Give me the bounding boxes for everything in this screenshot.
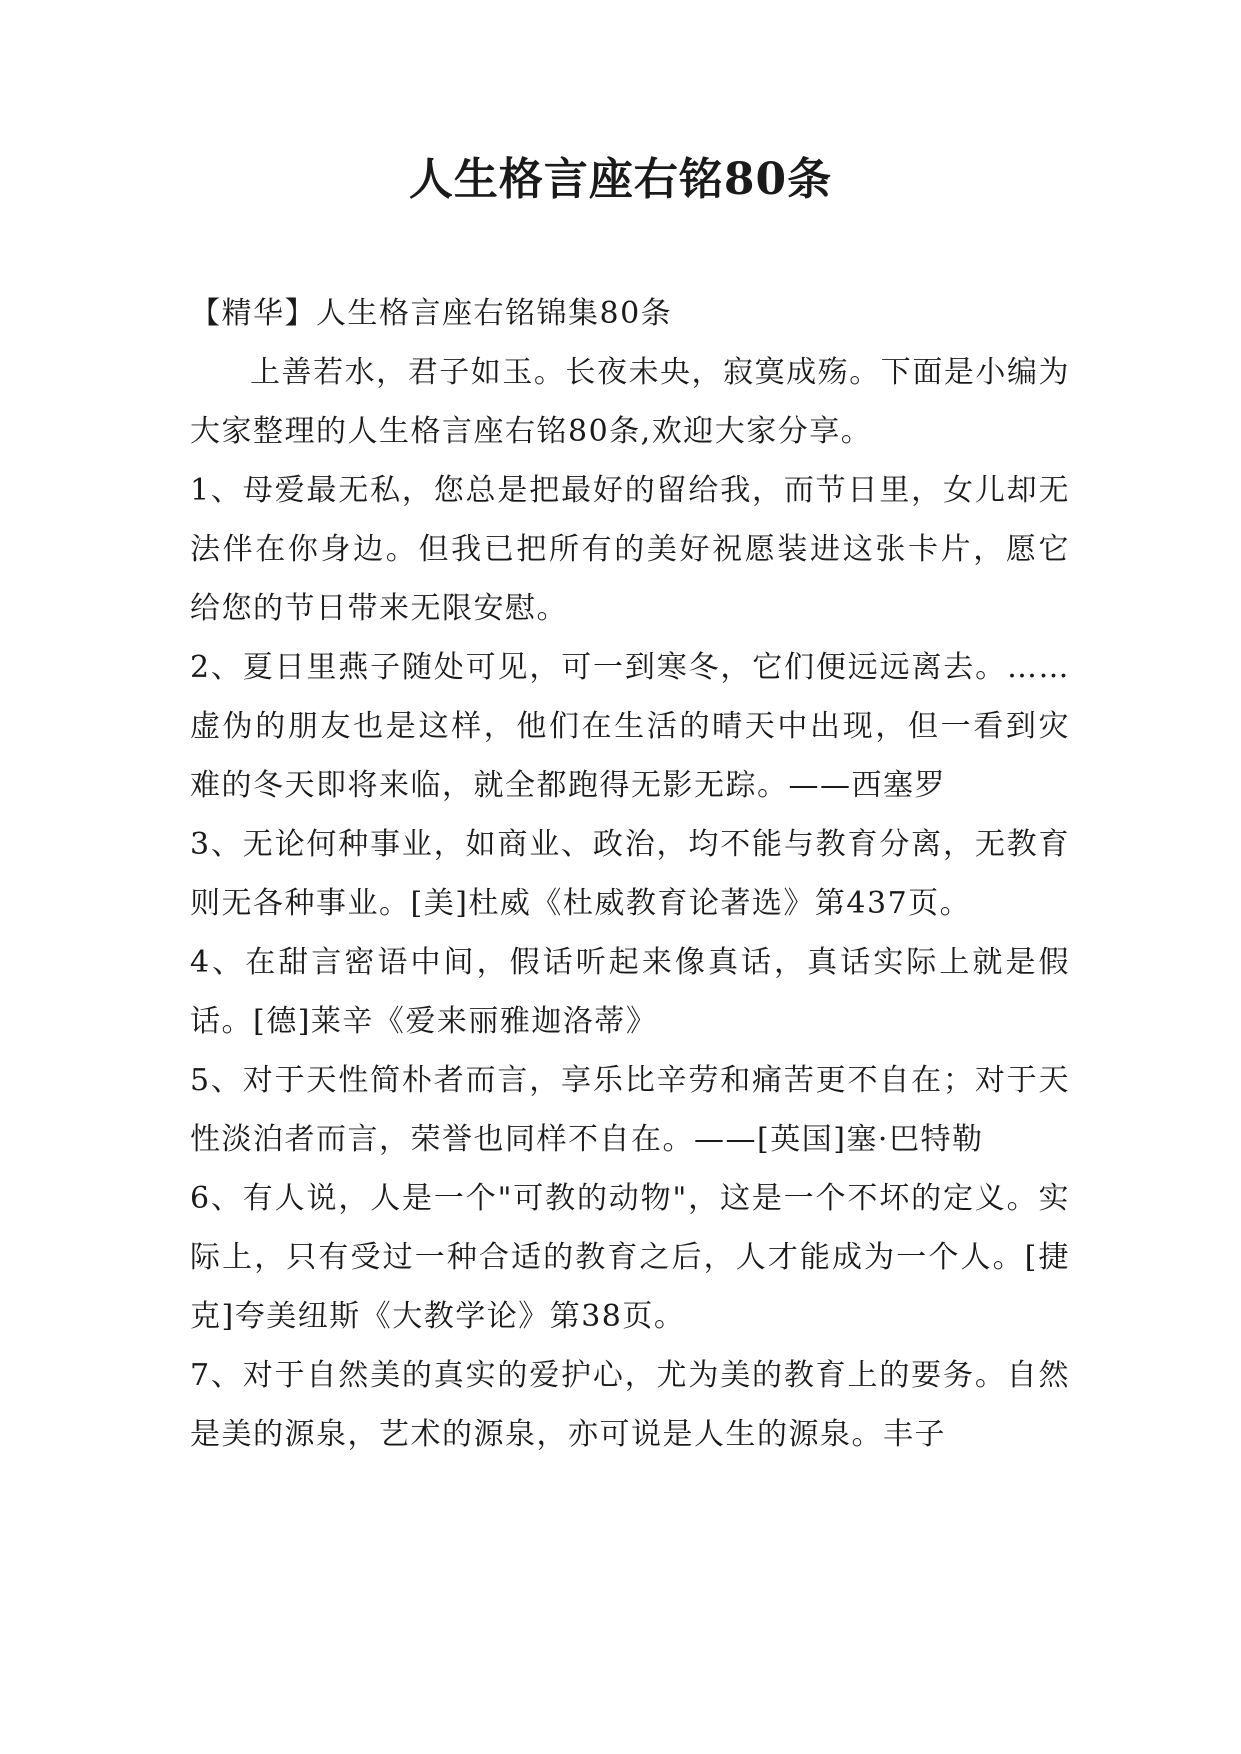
- list-item: 7、对于自然美的真实的爱护心，尤为美的教育上的要务。自然是美的源泉，艺术的源泉，亦可说是人生的源泉。丰子: [190, 1358, 1070, 1452]
- list-item: 4、在甜言密语中间，假话听起来像真话，真话实际上就是假话。[德]莱辛《爱来丽雅迦洛蒂》: [190, 945, 1070, 1039]
- subtitle: 【精华】人生格言座右铭锦集80条: [190, 296, 673, 331]
- document-body: [190, 284, 1070, 1464]
- intro-paragraph: 上善若水，君子如玉。长夜未央，寂寞成殇。下面是小编为大家整理的人生格言座右铭80条,欢迎大家分享。: [190, 355, 1070, 449]
- list-item: 6、有人说，人是一个"可教的动物"，这是一个不坏的定义。实际上，只有受过一种合适的教育之后，人才能成为一个人。[捷克]夸美纽斯《大教学论》第38页。: [190, 1181, 1070, 1334]
- list-item: 1、母爱最无私，您总是把最好的留给我，而节日里，女儿却无法伴在你身边。但我已把所有的美好祝愿装进这张卡片，愿它给您的节日带来无限安慰。: [190, 473, 1070, 626]
- list-item: 5、对于天性简朴者而言，享乐比辛劳和痛苦更不自在；对于天性淡泊者而言，荣誉也同样不自在。——[英国]塞·巴特勒: [190, 1063, 1070, 1157]
- list-item: 2、夏日里燕子随处可见，可一到寒冬，它们便远远离去。……虚伪的朋友也是这样，他们在生活的晴天中出现，但一看到灾难的冬天即将来临，就全都跑得无影无踪。——西塞罗: [190, 650, 1070, 803]
- document-title: 人生格言座右铭80条: [408, 154, 833, 205]
- list-item: 3、无论何种事业，如商业、政治，均不能与教育分离，无教育则无各种事业。[美]杜威《杜威教育论著选》第437页。: [190, 827, 1070, 921]
